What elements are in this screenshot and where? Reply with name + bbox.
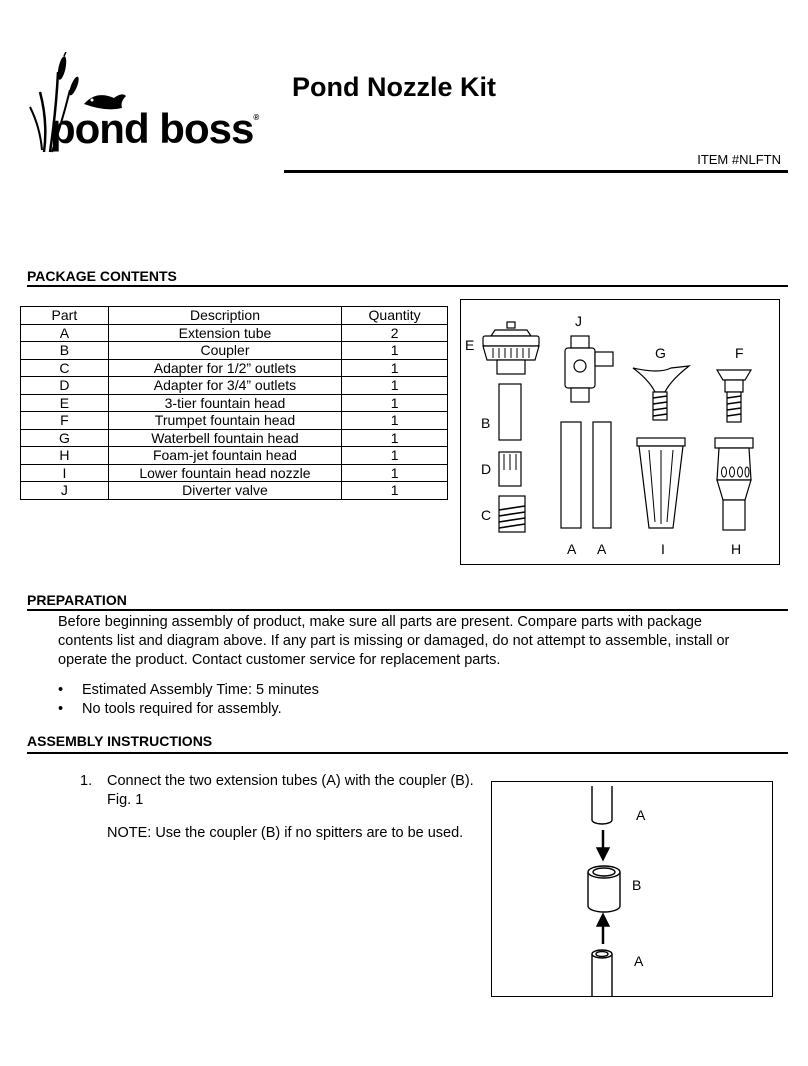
diagram-label-a: A	[597, 541, 607, 557]
diagram-label-a: A	[567, 541, 577, 557]
quantity-cell: 1	[342, 359, 448, 377]
extension-tube-icon	[593, 422, 611, 528]
diagram-label-b: B	[481, 415, 491, 431]
list-item	[58, 700, 319, 719]
list-item-text: Estimated Assembly Time: 5 minutes	[82, 682, 319, 698]
part-cell: D	[21, 377, 109, 395]
page-title: Pond Nozzle Kit	[292, 72, 496, 102]
assembly-heading: ASSEMBLY INSTRUCTIONS	[27, 733, 213, 749]
section-rule	[27, 609, 788, 611]
table-row	[21, 324, 448, 342]
description-cell: Foam-jet fountain head	[108, 447, 341, 465]
description-cell: Lower fountain head nozzle	[108, 464, 341, 482]
figure-1	[491, 781, 773, 997]
package-contents-heading: PACKAGE CONTENTS	[27, 268, 177, 284]
column-header-part: Part	[21, 307, 109, 325]
extension-tube-icon	[561, 422, 581, 528]
preparation-heading: PREPARATION	[27, 592, 127, 608]
lower-nozzle-icon	[637, 438, 685, 528]
part-cell: E	[21, 394, 109, 412]
assembly-note: NOTE: Use the coupler (B) if no spitters are to be used.	[107, 825, 464, 841]
diagram-label-g: G	[655, 345, 666, 361]
quantity-cell: 1	[342, 412, 448, 430]
table-row	[21, 394, 448, 412]
diverter-valve-icon	[565, 336, 613, 402]
trumpet-head-icon	[717, 370, 751, 422]
quantity-cell: 1	[342, 377, 448, 395]
part-cell: F	[21, 412, 109, 430]
description-cell: Adapter for 1/2” outlets	[108, 359, 341, 377]
table-row	[21, 447, 448, 465]
list-item-text: No tools required for assembly.	[82, 701, 282, 717]
logo-text: pond boss	[50, 105, 254, 152]
diagram-label-j: J	[575, 313, 582, 329]
quantity-cell: 1	[342, 394, 448, 412]
part-cell: B	[21, 342, 109, 360]
preparation-text: Before beginning assembly of product, make sure all parts are present. Compare parts with package contents list and diagram above. If any part is missing or damaged, do not attempt to assemble, install or operate the product. Contact customer service for replacement parts.	[58, 614, 730, 668]
registered-mark: ®	[253, 113, 259, 122]
part-cell: J	[21, 482, 109, 500]
parts-diagram-drawing	[461, 300, 779, 564]
column-header-quantity: Quantity	[342, 307, 448, 325]
coupler-icon	[588, 866, 620, 912]
table-row	[21, 377, 448, 395]
table-row	[21, 429, 448, 447]
foam-jet-head-icon	[715, 438, 753, 530]
description-cell: Waterbell fountain head	[108, 429, 341, 447]
quantity-cell: 1	[342, 464, 448, 482]
description-cell: Trumpet fountain head	[108, 412, 341, 430]
part-cell: A	[21, 324, 109, 342]
header-rule	[284, 170, 788, 173]
part-cell: G	[21, 429, 109, 447]
part-cell: I	[21, 464, 109, 482]
adapter-three-quarter-icon	[499, 452, 521, 486]
quantity-cell: 1	[342, 342, 448, 360]
pond-boss-logo	[22, 52, 284, 162]
table-row	[21, 342, 448, 360]
diagram-label-f: F	[735, 345, 744, 361]
coupler-icon	[499, 384, 521, 440]
figure-1-drawing	[492, 782, 772, 996]
three-tier-head-icon	[483, 322, 539, 374]
waterbell-head-icon	[633, 366, 689, 420]
description-cell: Extension tube	[108, 324, 341, 342]
description-cell: Adapter for 3/4” outlets	[108, 377, 341, 395]
list-item	[58, 681, 319, 700]
extension-tube-icon	[592, 786, 612, 824]
quantity-cell: 1	[342, 447, 448, 465]
table-row	[21, 359, 448, 377]
step-number: 1.	[80, 773, 93, 789]
diagram-label-d: D	[481, 461, 492, 477]
preparation-list	[58, 681, 319, 719]
diagram-label-h: H	[731, 541, 742, 557]
logo-wordmark	[50, 105, 259, 152]
part-cell: H	[21, 447, 109, 465]
table-header-row	[21, 307, 448, 325]
item-number: ITEM #NLFTN	[697, 152, 781, 167]
description-cell: Diverter valve	[108, 482, 341, 500]
step-text: Connect the two extension tubes (A) with the coupler (B). Fig. 1	[107, 773, 474, 808]
parts-diagram	[460, 299, 780, 565]
quantity-cell: 1	[342, 482, 448, 500]
part-cell: C	[21, 359, 109, 377]
figure-label-top: A	[636, 807, 646, 823]
quantity-cell: 1	[342, 429, 448, 447]
section-rule	[27, 752, 788, 754]
diagram-label-i: I	[661, 541, 665, 557]
column-header-description: Description	[108, 307, 341, 325]
quantity-cell: 2	[342, 324, 448, 342]
diagram-label-e: E	[465, 337, 475, 353]
bullet-icon: •	[58, 701, 64, 717]
table-row	[21, 482, 448, 500]
extension-tube-icon	[592, 950, 612, 996]
description-cell: 3-tier fountain head	[108, 394, 341, 412]
bullet-icon: •	[58, 682, 64, 698]
adapter-half-inch-icon	[499, 496, 525, 532]
description-cell: Coupler	[108, 342, 341, 360]
diagram-label-c: C	[481, 507, 492, 523]
parts-table	[20, 306, 448, 500]
figure-label-middle: B	[632, 877, 642, 893]
section-rule	[27, 285, 788, 287]
table-row	[21, 464, 448, 482]
table-row	[21, 412, 448, 430]
figure-label-bottom: A	[634, 953, 644, 969]
